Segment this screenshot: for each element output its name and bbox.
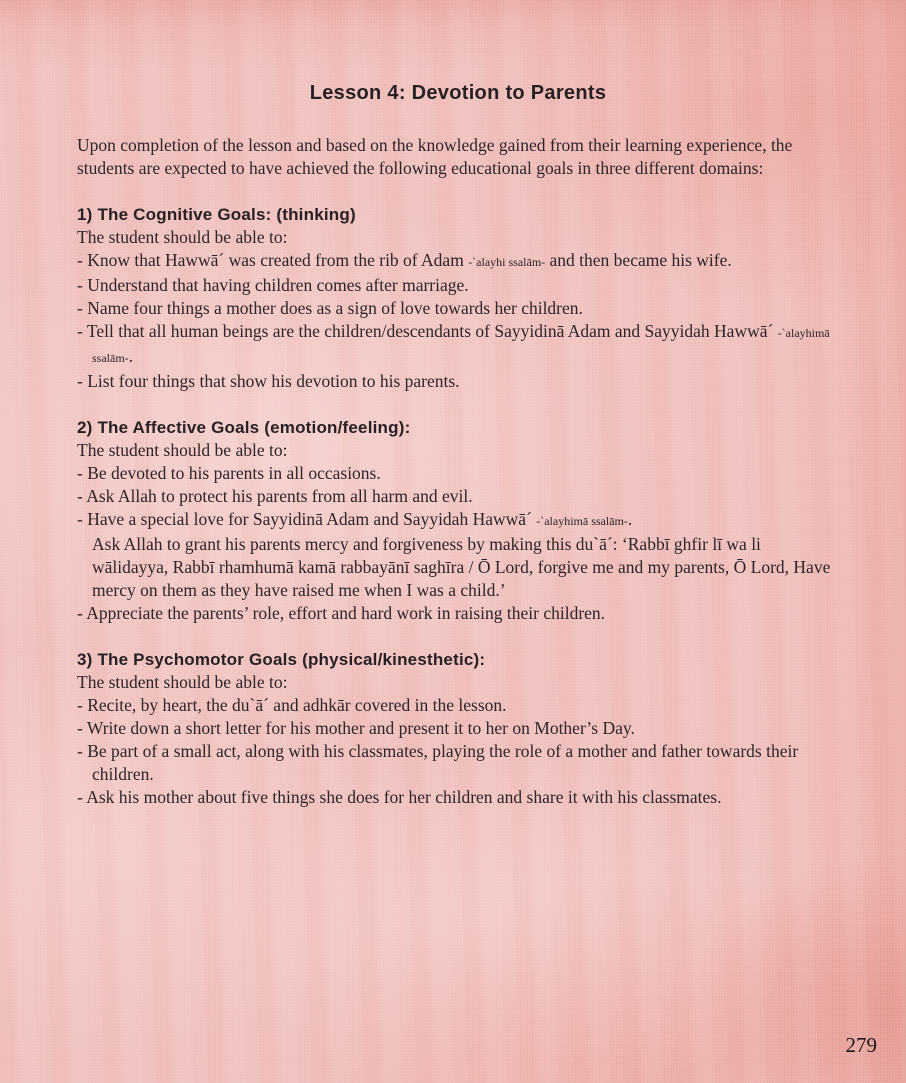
item-text-segment: - Recite, by heart, the du`ā´ and adhkār covered in the lesson. [77, 695, 507, 715]
goal-section [77, 416, 839, 625]
section-heading: 3) The Psychomotor Goals (physical/kinesthetic): [77, 650, 486, 669]
goal-item [77, 694, 839, 717]
goal-item [77, 320, 839, 370]
goal-item [77, 786, 839, 809]
item-text-segment: - List four things that show his devotion to his parents. [77, 371, 460, 391]
item-text-segment: - Ask Allah to protect his parents from all harm and evil. [77, 486, 473, 506]
item-text-segment: - Understand that having children comes after marriage. [77, 275, 469, 295]
goal-item [77, 508, 839, 533]
item-text-segment: and then became his wife. [545, 250, 732, 270]
item-text-segment: - Write down a short letter for his mother and present it to her on Mother’s Day. [77, 718, 635, 738]
item-text-segment: - Name four things a mother does as a sign of love towards her children. [77, 298, 583, 318]
goal-item [77, 249, 839, 274]
item-text-segment: Ask Allah to grant his parents mercy and forgiveness by making this du`ā´: ‘Rabbī ghfir lī wa li wālidayya, Rabbī rhamhumā kamā rabbayānī saghīra / Ō Lord, forgive me and my parents, Ō Lord, Have mercy on them as they have raised me when I was a child.’ [92, 534, 831, 600]
section-heading: 2) The Affective Goals (emotion/feeling): [77, 418, 411, 437]
goal-section [77, 203, 839, 393]
goal-item [77, 370, 839, 393]
goal-item [77, 602, 839, 625]
section-lead: The student should be able to: [77, 440, 288, 460]
arabic-honorific: -`alayhimā ssalām- [536, 514, 628, 528]
goal-item [77, 274, 839, 297]
item-text-segment: - Be devoted to his parents in all occasions. [77, 463, 381, 483]
arabic-honorific: -`alayhimā ssalām- [92, 326, 830, 365]
goal-item [77, 485, 839, 508]
intro-paragraph: Upon completion of the lesson and based on the knowledge gained from their learning experience, the students are expected to have achieved the following educational goals in three different domains: [77, 135, 793, 178]
section-items [77, 249, 839, 393]
section-items [77, 462, 839, 625]
page-number: 279 [845, 1033, 877, 1057]
section-items [77, 694, 839, 809]
page-title: Lesson 4: Devotion to Parents [309, 82, 607, 104]
sections-container [77, 203, 839, 809]
item-text-segment: - Be part of a small act, along with his classmates, playing the role of a mother and father towards their children. [77, 741, 799, 784]
item-text-segment: - Tell that all human beings are the children/descendants of Sayyidinā Adam and Sayyidah Hawwā´ [77, 321, 778, 341]
section-heading: 1) The Cognitive Goals: (thinking) [77, 205, 356, 224]
text-block [77, 0, 839, 832]
item-text-segment: - Have a special love for Sayyidinā Adam and Sayyidah Hawwā´ [77, 509, 537, 529]
goal-item [77, 297, 839, 320]
goal-item [77, 717, 839, 740]
goal-item [77, 740, 839, 786]
goal-item [77, 533, 839, 602]
section-lead: The student should be able to: [77, 227, 288, 247]
item-text-segment: - Know that Hawwā´ was created from the rib of Adam [77, 250, 469, 270]
goal-item [77, 462, 839, 485]
goal-section [77, 648, 839, 809]
item-text-segment: - Appreciate the parents’ role, effort and hard work in raising their children. [77, 603, 606, 623]
item-text-segment: . [627, 509, 633, 529]
arabic-honorific: -`alayhi ssalām- [468, 255, 546, 269]
item-text-segment: - Ask his mother about five things she does for her children and share it with his classmates. [77, 787, 722, 807]
item-text-segment: . [128, 346, 134, 366]
section-lead: The student should be able to: [77, 672, 288, 692]
